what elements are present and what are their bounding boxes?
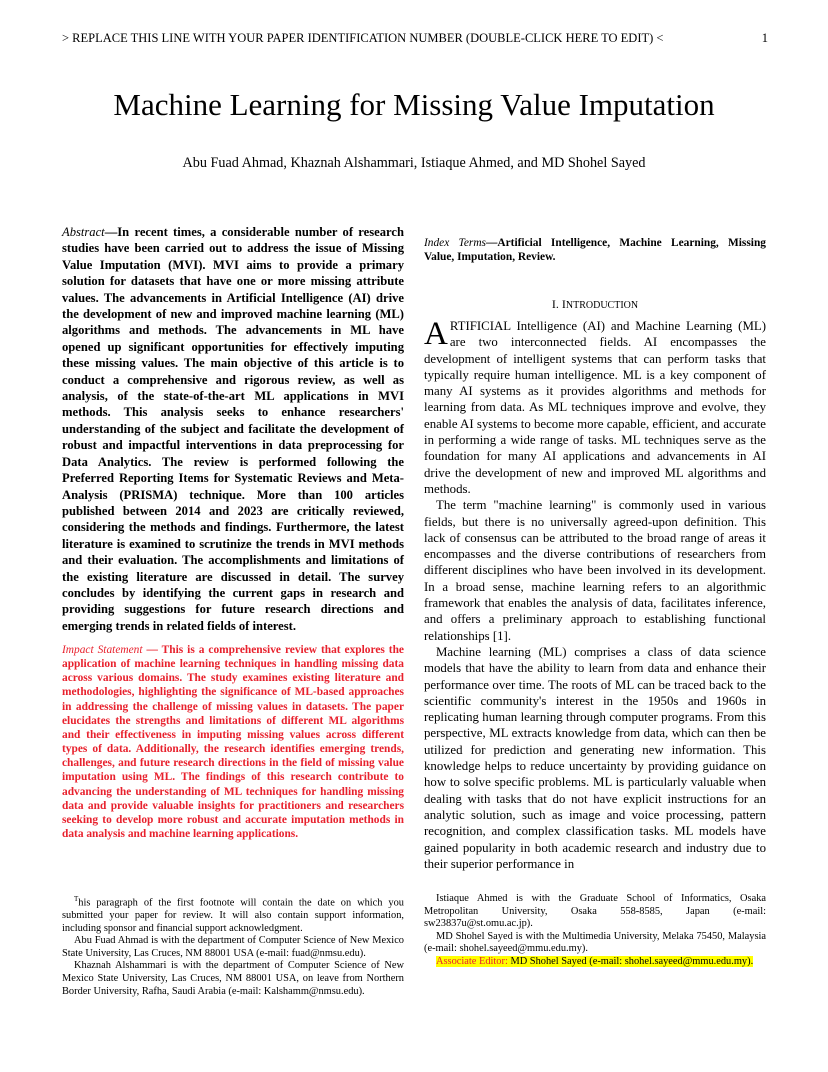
impact-label: Impact Statement bbox=[62, 644, 143, 656]
associate-editor-name: MD Shohel Sayed (e-mail: shohel.sayeed@mmu.edu.my). bbox=[510, 955, 754, 967]
footnotes-right bbox=[424, 893, 766, 969]
associate-editor-label: Associate Editor: bbox=[436, 955, 511, 967]
abstract-label: Abstract bbox=[62, 225, 105, 239]
paper-title: Machine Learning for Missing Value Imputation bbox=[113, 87, 715, 122]
associate-editor bbox=[424, 956, 766, 969]
paragraph-1: ARTIFICIAL Intelligence (AI) and Machine Learning (ML) are two interconnected fields. AI encompasses the development of intelligent systems that can perform tasks that typically require human intelligence. ML is a key component of many AI systems as it provides algorithms and methods for learning from data. As ML techniques improve and evolve, they enable AI systems to become more capable, efficient, and accurate in performing a wide range of tasks. ML techniques serve as the foundation for many AI applications and advancements in AI drive the development of new and improved ML algorithms and methods. bbox=[424, 316, 766, 496]
index-terms bbox=[424, 236, 766, 265]
section-title-rest: NTRODUCTION bbox=[565, 300, 639, 311]
footnote-mark: T bbox=[74, 895, 79, 903]
section-initial: I bbox=[561, 297, 566, 311]
paragraph-2: The term "machine learning" is commonly used in various fields, but there is no universally agreed-upon definition. This lack of consensus can be attributed to the broad range of areas it encompasses and the diverse contributions of researchers from different disciplines who have been involved in its development. In a broad sense, machine learning refers to an algorithmic framework that enables the analysis of data, facilitates inference, and offers a preliminary approach to establishing functional relationships [1]. bbox=[424, 498, 766, 643]
footnote-author-4: MD Shohel Sayed is with the Multimedia University, Melaka 75450, Malaysia (e-mail: shohel.sayeed@mmu.edu.my). bbox=[424, 930, 766, 955]
section-heading bbox=[424, 297, 766, 313]
footnotes-left bbox=[62, 893, 404, 998]
footnote-author-1: Abu Fuad Ahmad is with the department of Computer Science of New Mexico State University, Las Cruces, NM 88001 USA (e-mail: fuad@nmsu.edu). bbox=[62, 935, 404, 959]
author-list: Abu Fuad Ahmad, Khaznah Alshammari, Istiaque Ahmed, and MD Shohel Sayed bbox=[182, 155, 646, 171]
impact-statement bbox=[62, 643, 404, 841]
header-text[interactable]: > REPLACE THIS LINE WITH YOUR PAPER IDENTIFICATION NUMBER (DOUBLE-CLICK HERE TO EDIT) < bbox=[62, 31, 664, 45]
impact-text: — This is a comprehensive review that explores the application of machine learning techniques in handling missing data across various domains. The study examines existing literature and methodologies, highlighting the significance of ML-based approaches in addressing the challenge of missing values in datasets. The paper elucidates the strengths and limitations of different ML algorithms and their effectiveness in imputing missing values across different types of data. Additionally, the research identifies emerging trends, challenges, and future research directions in the field of missing value imputation using ML. The findings of this research contribute to advancing the understanding of ML techniques for handling missing data and provide valuable insights for practitioners and researchers seeking to develop more robust and accurate imputation methods in data analysis and machine learning applications. bbox=[62, 644, 404, 841]
footnote-date: $^T$his paragraph of the first footnote will contain the date on which you submitted your paper for review. It will also contain support information, including sponsor and financial support acknowledgment. bbox=[62, 895, 404, 934]
body-text bbox=[424, 318, 766, 872]
abstract bbox=[62, 224, 404, 634]
page-number: 1 bbox=[761, 31, 768, 45]
index-terms-label: Index Terms bbox=[424, 237, 486, 249]
paragraph-3: Machine learning (ML) comprises a class of data science models that have the ability to learn from data and enhance their performance over time. The roots of ML can be traced back to the scientific community's interest in the 1950s and 1960s in replicating human learning through computer programs. From this perspective, ML extracts knowledge from data, which can then be utilized for prediction and generating new information. This knowledge helps to reduce uncertainty by providing guidance on how to solve specific problems. ML is particularly valuable when dealing with tasks that do not have explicit instructions for an analytic solution, such as image and voice processing, pattern recognition, and complex classification tasks. ML models have gained popularity in both academic research and industry due to their superior performance in bbox=[424, 644, 766, 871]
section-number: I. bbox=[551, 297, 559, 311]
drop-cap: A bbox=[424, 316, 448, 352]
abstract-text: —In recent times, a considerable number of research studies have been carried out to address the issue of Missing Value Imputation (MVI). MVI aims to provide a primary solution for datasets that have one or more missing attribute values. The advancements in Artificial Intelligence (AI) drive the development of new and improved machine learning (ML) algorithms and methods. The advancements in ML have opened up significant opportunities for effectively imputing these missing values. The main objective of this article is to conduct a comprehensive and rigorous review, as well as analysis, of the state-of-the-art ML applications in MVI methods. This analysis seeks to enhance researchers' understanding of the subject and facilitate the development of robust and impactful interventions in data preprocessing for Data Analytics. The review is performed following the Preferred Reporting Items for Systematic Reviews and Meta-Analysis (PRISMA) technique. More than 100 articles published between 2014 and 2023 are critically reviewed, considering the methods and findings. Furthermore, the latest literature is examined to scrutinize the trends in MVI methods and their evaluation. The accomplishments and limitations of the existing literature are discussed in detail. The survey concludes by identifying the current gaps in research and providing suggestions for future research directions and emerging trends in related fields of interest. bbox=[62, 225, 404, 633]
running-header bbox=[62, 31, 768, 46]
footnote-author-2: Khaznah Alshammari is with the department of Computer Science of New Mexico State University, Las Cruces, NM 88001 USA, on leave from Northern Border University, Rafha, Saudi Arabia (e-mail: Kalshamm@nmsu.edu). bbox=[62, 960, 404, 997]
footnote-author-3: Istiaque Ahmed is with the Graduate School of Informatics, Osaka Metropolitan University, Osaka 558-8585, Japan (e-mail: sw23837u@st.omu.ac.jp). bbox=[424, 893, 766, 930]
index-terms-text: —Artificial Intelligence, Machine Learning, Missing Value, Imputation, Review. bbox=[424, 237, 766, 264]
